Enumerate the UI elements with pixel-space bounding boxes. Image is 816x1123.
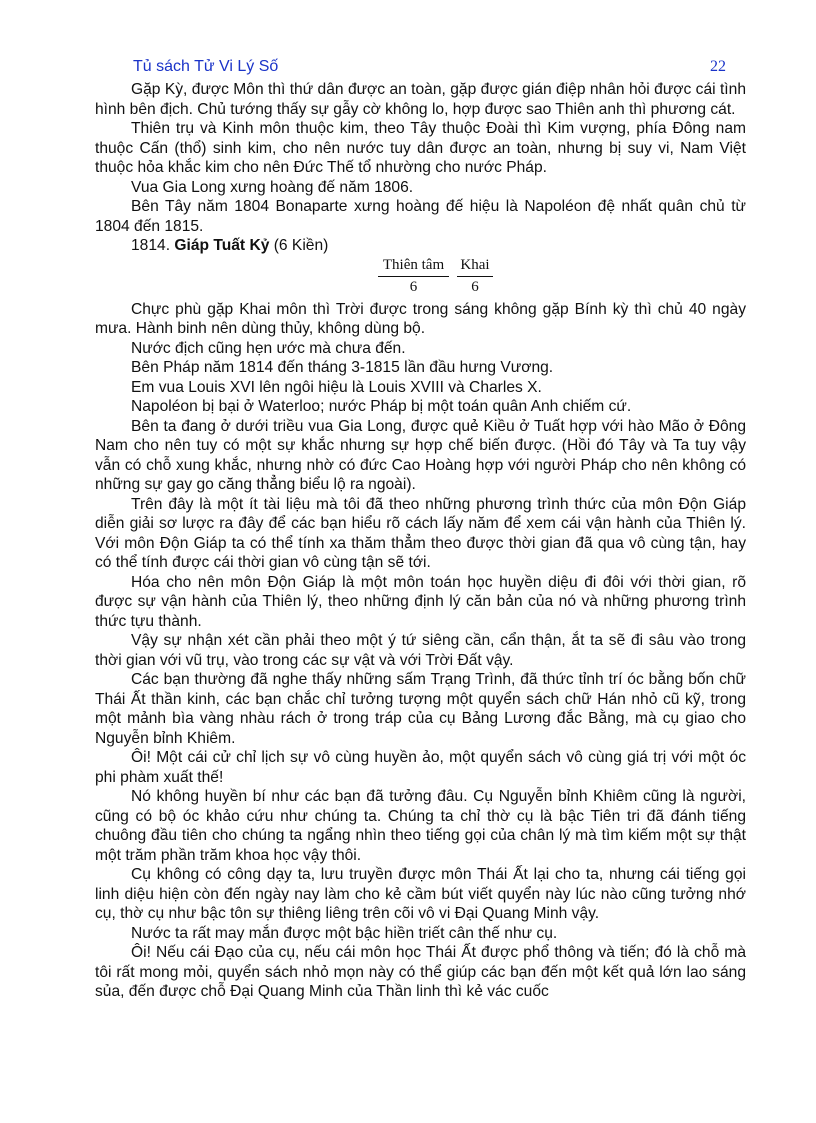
paragraph: Vua Gia Long xưng hoàng đế năm 1806. — [131, 178, 414, 196]
paragraph: Nước ta rất may mắn được một bậc hiền triết cân thế như cụ. — [131, 924, 558, 942]
paragraph: Bên Pháp năm 1814 đến tháng 3-1815 lần đầu hưng Vương. — [131, 359, 554, 376]
body-text — [95, 80, 746, 1002]
formula — [95, 256, 746, 300]
fraction-khai — [457, 256, 493, 297]
paragraph: Bên Tây năm 1804 Bonaparte xưng hoàng đế hiệu là Napoléon đệ nhất quân chủ từ 1804 đến 1815. — [95, 198, 746, 235]
paragraph: Nó không huyền bí như các bạn đã tưởng đâu. Cụ Nguyễn bỉnh Khiêm cũng là người, cũng có bộ óc khảo cứu như chúng ta. Chúng ta chỉ thờ cụ là bậc Tiên tri đã đánh tiếng chuông đầu tiên cho chúng ta ngẩng nhìn theo tiếng gọi của chân lý mà tìm kiếm một sự thật một trăm phần trăm khoa học vậy thôi. — [95, 788, 746, 864]
paragraph: Ôi! Một cái cử chỉ lịch sự vô cùng huyền ảo, một quyển sách vô cùng giá trị với một óc phi phàm xuất thế! — [95, 749, 746, 786]
paragraph: Các bạn thường đã nghe thấy những sấm Trạng Trình, đã thức tỉnh trí óc bằng bốn chữ Thái Ất thần kinh, các bạn chắc chỉ tưởng tượng một quyển sách chữ Hán nhỏ cũ kỹ, trong một mảnh bìa vàng nhàu rách ở trong tráp của cụ Bảng Lương đắc Bằng, mà cụ giao cho Nguyễn bỉnh Khiêm. — [95, 671, 746, 747]
page-number: 22 — [710, 58, 726, 75]
paragraph: Trên đây là một ít tài liệu mà tôi đã theo những phương trình thức của môn Độn Giáp diễn giải sơ lược ra đây để các bạn hiểu rõ cách lấy năm để xem cái vận hành của Thiên lý. Với môn Độn Giáp ta có thể tính xa thăm thẳm theo được thời gian đã qua vô cùng tận, hay có thể tính được cái thời gian vô cùng tận sẽ tới. — [95, 495, 746, 571]
paragraph: Cụ không có công dạy ta, lưu truyền được môn Thái Ất lại cho ta, nhưng cái tiếng gọi linh diệu hiện còn đến ngày nay làm cho kẻ cầm bút viết quyển này lúc nào cũng tưởng nhớ cụ, thờ cụ như bậc tôn sự thiêng liêng trên cõi vô vi Đại Quang Minh vậy. — [95, 866, 746, 922]
entry-suffix: (6 Kiền) — [269, 237, 329, 254]
entry-name: Giáp Tuất Kỷ — [174, 237, 270, 254]
book-title: Tủ sách Tử Vi Lý Số — [133, 58, 279, 75]
entry-heading — [95, 236, 746, 256]
paragraph: Chực phù gặp Khai môn thì Trời được trong sáng không gặp Bính kỳ thì chủ 40 ngày mưa. Hành binh nên dùng thủy, không dùng bộ. — [95, 300, 746, 337]
paragraph: Ôi! Nếu cái Đạo của cụ, nếu cái môn học Thái Ất được phổ thông và tiến; đó là chỗ mà tôi rất mong mỏi, quyển sách nhỏ mọn này có thể giúp các bạn đến một kết quả lớn lao sáng sủa, đến được chỗ Đại Quang Minh của Thần linh thì kẻ vác cuốc — [95, 944, 746, 1000]
fraction-numerator: Thiên tâm — [378, 256, 449, 277]
paragraph: Bên ta đang ở dưới triều vua Gia Long, được quẻ Kiều ở Tuất hợp với hào Mão ở Đông Nam cho nên tuy có một sự khắc nhưng sự hợp chế biến được. (Hồi đó Tây và Ta tuy vậy vẫn có chỗ xung khắc, nhưng nhờ có đức Cao Hoàng hợp với người Pháp cho nên không có những sự gay go căng thẳng biểu lộ ra ngoài). — [95, 417, 746, 493]
paragraph: Napoléon bị bại ở Waterloo; nước Pháp bị một toán quân Anh chiếm cứ. — [131, 398, 632, 415]
paragraph: Thiên trụ và Kinh môn thuộc kim, theo Tây thuộc Đoài thì Kim vượng, phía Đông nam thuộc Cấn (thổ) sinh kim, cho nên nước tuy dân được an toàn, nhưng bị suy vi, Nam Việt thuộc hỏa khắc kim cho nên Đức Thế tổ nhường cho nước Pháp. — [95, 120, 746, 176]
paragraph: Em vua Louis XVI lên ngôi hiệu là Louis XVIII và Charles X. — [131, 378, 542, 396]
fraction-denominator: 6 — [471, 278, 479, 295]
fraction-denominator: 6 — [409, 278, 418, 295]
paragraph: Hóa cho nên môn Độn Giáp là một môn toán học huyền diệu đi đôi với thời gian, rõ được sự vận hành của Thiên lý, theo những định lý căn bản của nó và những phương trình thức tựu thành. — [95, 573, 746, 630]
paragraph: Nước địch cũng hẹn ước mà chưa đến. — [131, 339, 406, 357]
paragraph: Gặp Kỳ, được Môn thì thứ dân được an toàn, gặp được gián điệp nhân hỏi được cái tình hình bên địch. Chủ tướng thấy sự gẫy cờ không lo, hợp được sao Thiên anh thì phương cát. — [95, 81, 746, 118]
entry-year: 1814. — [131, 237, 175, 254]
page-header — [133, 58, 726, 80]
fraction-numerator: Khai — [457, 256, 493, 277]
paragraph: Vậy sự nhận xét cần phải theo một ý tứ siêng cần, cẩn thận, ắt ta sẽ đi sâu vào trong thời gian với vũ trụ, vào trong các sự vật và với Trời Đất vậy. — [95, 632, 746, 669]
fraction-thien-tam — [378, 256, 449, 297]
